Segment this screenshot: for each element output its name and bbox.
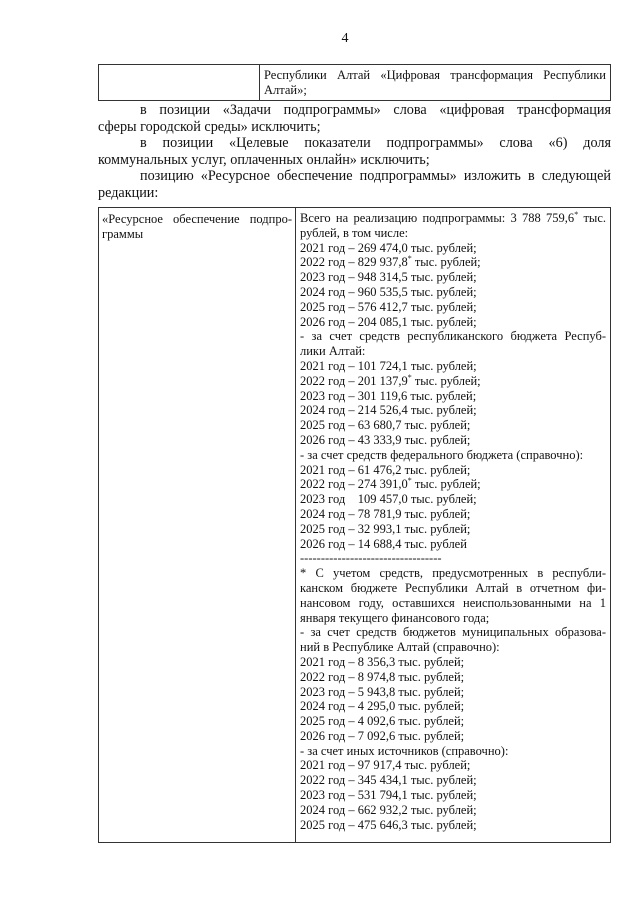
funding-line — [300, 803, 606, 818]
funding-text: лики Алтай: — [300, 344, 366, 359]
funding-line — [300, 537, 606, 552]
resource-table — [98, 207, 611, 843]
paragraph — [98, 168, 611, 201]
paragraph — [98, 102, 611, 135]
funding-text: 2023 год – 948 314,5 тыс. рублей; — [300, 270, 477, 285]
funding-text: 2026 год – 204 085,1 тыс. рублей; — [300, 314, 477, 329]
funding-line — [300, 270, 606, 285]
resource-table-label-cell — [99, 208, 296, 842]
funding-line — [300, 670, 606, 685]
funding-line — [300, 744, 606, 759]
funding-text: рублей, в том числе: — [300, 225, 409, 240]
funding-text: 2023 год – 301 119,6 тыс. рублей; — [300, 388, 477, 403]
footnote-marker: * — [407, 476, 412, 486]
funding-line — [300, 315, 606, 330]
footnote-marker: * — [574, 209, 579, 219]
funding-line — [300, 818, 606, 833]
funding-line — [300, 448, 606, 463]
funding-line — [300, 640, 606, 655]
cell-line: Республики Алтай «Цифровая трансформация Республики — [264, 68, 606, 82]
funding-line — [300, 403, 606, 418]
funding-text: 2023 год 109 457,0 тыс. рублей; — [300, 492, 477, 507]
funding-line — [300, 389, 606, 404]
funding-text: 2022 год – 8 974,8 тыс. рублей; — [300, 669, 465, 684]
funding-line — [300, 463, 606, 478]
funding-line — [300, 788, 606, 803]
funding-text: 2022 год – 201 137,9 — [300, 373, 408, 388]
cell-line: Алтай»; — [264, 83, 307, 97]
funding-text: 2025 год – 32 993,1 тыс. рублей; — [300, 521, 471, 536]
funding-line — [300, 300, 606, 315]
funding-text: 2024 год – 214 526,4 тыс. рублей; — [300, 403, 477, 418]
funding-text: Всего на реализацию подпрограммы: 3 788 759,6 — [300, 211, 575, 225]
cell-line: «Ресурсное обеспечение подпро- — [102, 212, 292, 226]
funding-text: 2026 год – 7 092,6 тыс. рублей; — [300, 728, 465, 743]
funding-text: тыс. — [578, 211, 607, 225]
resource-table-value-cell — [296, 208, 610, 842]
funding-line — [300, 596, 606, 611]
funding-text: 2025 год – 475 646,3 тыс. рублей; — [300, 817, 477, 832]
funding-line — [300, 507, 606, 522]
funding-line — [300, 211, 606, 226]
cell-line: граммы — [102, 227, 144, 241]
footnote-marker: * — [407, 372, 412, 382]
page-number: 4 — [341, 31, 349, 46]
funding-line — [300, 758, 606, 773]
funding-text: ний в Республике Алтай (справочно): — [300, 640, 500, 655]
funding-text: 2021 год – 8 356,3 тыс. рублей; — [300, 654, 465, 669]
funding-line — [300, 729, 606, 744]
funding-line — [300, 522, 606, 537]
funding-line — [300, 329, 606, 344]
funding-line — [300, 359, 606, 374]
funding-line — [300, 285, 606, 300]
funding-text: - за счет иных источников (справочно): — [300, 743, 509, 758]
paragraph-line: коммунальных услуг, оплаченных онлайн» исключить; — [98, 151, 430, 168]
paragraph — [98, 135, 611, 168]
funding-text: 2023 год – 531 794,1 тыс. рублей; — [300, 788, 477, 803]
funding-line — [300, 566, 606, 581]
funding-text: - за счет средств республиканского бюджета Респуб- — [300, 329, 606, 344]
funding-text: 2025 год – 63 680,7 тыс. рублей; — [300, 418, 471, 433]
funding-text: 2024 год – 78 781,9 тыс. рублей; — [300, 506, 471, 521]
funding-text: 2022 год – 274 391,0 — [300, 477, 408, 492]
funding-text: 2021 год – 101 724,1 тыс. рублей; — [300, 358, 477, 373]
funding-text: 2024 год – 662 932,2 тыс. рублей; — [300, 802, 477, 817]
funding-line — [300, 433, 606, 448]
funding-text: нансовом году, оставшихся неиспользованными на 1 — [300, 595, 606, 610]
funding-text: 2024 год – 4 295,0 тыс. рублей; — [300, 699, 465, 714]
funding-text: - за счет средств бюджетов муниципальных образова- — [300, 625, 606, 640]
funding-line — [300, 374, 606, 389]
funding-text: 2022 год – 829 937,8 — [300, 255, 408, 270]
paragraph-line: редакции: — [98, 184, 159, 201]
funding-line — [300, 418, 606, 433]
funding-text: 2024 год – 960 535,5 тыс. рублей; — [300, 284, 477, 299]
funding-text: тыс. рублей; — [411, 255, 481, 270]
funding-line — [300, 492, 606, 507]
funding-text: 2022 год – 345 434,1 тыс. рублей; — [300, 773, 477, 788]
funding-line — [300, 611, 606, 626]
funding-text: января текущего финансового года; — [300, 610, 490, 625]
footnote-marker: * — [407, 254, 412, 264]
paragraph-line: в позиции «Целевые показатели подпрограммы» слова «6) доля — [140, 135, 611, 152]
funding-text: 2026 год – 14 688,4 тыс. рублей — [300, 536, 467, 551]
top-table-right-cell — [260, 65, 610, 100]
funding-line — [300, 551, 606, 566]
funding-text: тыс. рублей; — [411, 477, 481, 492]
funding-line — [300, 655, 606, 670]
funding-line — [300, 685, 606, 700]
top-table-left-cell — [99, 65, 260, 100]
amendment-paragraphs — [98, 102, 611, 202]
paragraph-line: сферы городской среды» исключить; — [98, 118, 321, 135]
funding-text: 2023 год – 5 943,8 тыс. рублей; — [300, 684, 465, 699]
funding-line — [300, 241, 606, 256]
funding-text: 2026 год – 43 333,9 тыс. рублей; — [300, 432, 471, 447]
funding-text: 2021 год – 61 476,2 тыс. рублей; — [300, 462, 471, 477]
funding-line — [300, 477, 606, 492]
funding-line — [300, 226, 606, 241]
funding-line — [300, 255, 606, 270]
funding-text: тыс. рублей; — [411, 373, 481, 388]
funding-text: канском бюджете Республики Алтай в отчетном фи- — [300, 580, 606, 595]
paragraph-line: в позиции «Задачи подпрограммы» слова «цифровая трансформация — [140, 102, 611, 118]
funding-text: 2025 год – 4 092,6 тыс. рублей; — [300, 714, 465, 729]
paragraph-line: позицию «Ресурсное обеспечение подпрограммы» изложить в следующей — [140, 168, 611, 185]
funding-line — [300, 344, 606, 359]
funding-line — [300, 625, 606, 640]
funding-text: 2025 год – 576 412,7 тыс. рублей; — [300, 299, 477, 314]
funding-text: ---------------------------------- — [300, 551, 442, 566]
top-table-fragment — [98, 64, 611, 101]
funding-text: 2021 год – 97 917,4 тыс. рублей; — [300, 758, 471, 773]
funding-text: 2021 год – 269 474,0 тыс. рублей; — [300, 240, 477, 255]
funding-line — [300, 581, 606, 596]
funding-text: * С учетом средств, предусмотренных в республи- — [300, 566, 606, 581]
funding-line — [300, 714, 606, 729]
funding-line — [300, 699, 606, 714]
funding-text: - за счет средств федерального бюджета (справочно): — [300, 447, 584, 462]
funding-line — [300, 773, 606, 788]
